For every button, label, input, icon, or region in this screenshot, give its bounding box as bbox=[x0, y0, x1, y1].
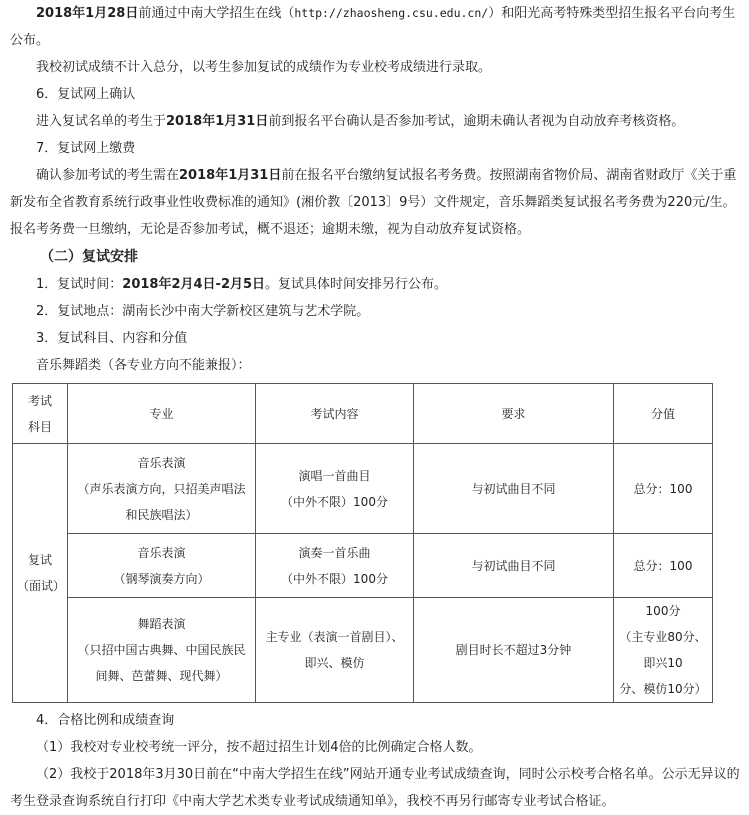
row2-score: 总分：100 bbox=[614, 534, 713, 598]
row3-content bbox=[256, 598, 414, 703]
exam-table bbox=[12, 383, 713, 703]
row2-content-line-1: 演奏一首乐曲 bbox=[298, 545, 371, 560]
step7-pre: 确认参加考试的考生需在 bbox=[36, 168, 180, 183]
row1-major-line-2: （声乐表演方向，只招美声唱法 bbox=[77, 481, 246, 496]
step6-heading: 6．复试网上确认 bbox=[36, 87, 136, 102]
header-subject-line-1: 考试 bbox=[27, 393, 52, 408]
step7-heading: 7．复试网上缴费 bbox=[36, 141, 136, 156]
section2-item3: 3．复试科目、内容和分值 bbox=[36, 331, 188, 346]
section2-item1 bbox=[10, 271, 743, 298]
section2-item1-post: 。复试具体时间安排另行公布。 bbox=[265, 277, 448, 292]
subject-line-2: （面试） bbox=[17, 579, 66, 593]
section2-item1-date: 2018年2月4日-2月5日 bbox=[122, 277, 266, 292]
section4-heading: 4．合格比例和成绩查询 bbox=[36, 713, 175, 728]
row3-content-line-2: 即兴、模仿 bbox=[304, 656, 365, 670]
section2-item1-pre: 1．复试时间： bbox=[36, 277, 123, 292]
header-subject bbox=[13, 384, 68, 444]
row1-major bbox=[68, 444, 256, 534]
row2-major-line-2: （钢琴演奏方向） bbox=[113, 571, 210, 586]
subject-line-1: 复试 bbox=[27, 553, 52, 567]
row2-content bbox=[256, 534, 414, 598]
row3-major bbox=[68, 598, 256, 703]
row3-major-line-2: （只招中国古典舞、中国民族民 bbox=[77, 643, 246, 657]
row2-requirement: 与初试曲目不同 bbox=[414, 534, 614, 598]
row3-score-line-1: 100分 bbox=[645, 604, 681, 618]
step6-paragraph bbox=[10, 108, 743, 135]
row2-content-line-2: （中外不限）100分 bbox=[281, 571, 388, 586]
row3-score-line-3: 分、模仿10分） bbox=[619, 682, 707, 696]
header-major: 专业 bbox=[68, 384, 256, 444]
section4-item1: （1）我校对专业校考统一评分，按不超过招生计划4倍的比例确定合格人数。 bbox=[36, 740, 482, 755]
row2-major bbox=[68, 534, 256, 598]
row3-requirement: 剧目时长不超过3分钟 bbox=[414, 598, 614, 703]
section4-item2: （2）我校于2018年3月30日前在“中南大学招生在线”网站开通专业考试成绩查询，同时公示校考合格名单。公示无异议的考生登录查询系统自行打印《中南大学艺术类专业考试成绩通知单》，我校不再另行邮寄专业考试合格证。 bbox=[10, 767, 740, 809]
step7-paragraph bbox=[10, 162, 743, 243]
row1-content-line-1: 演唱一首曲目 bbox=[298, 468, 371, 483]
section2-title: （二）复试安排 bbox=[40, 249, 138, 265]
intro-paragraph-2: 我校初试成绩不计入总分，以考生参加复试的成绩作为专业校考成绩进行录取。 bbox=[36, 60, 492, 75]
table-row bbox=[13, 598, 713, 703]
intro-text-2: ）和阳光高考特殊类型招生报名平台向考生公布。 bbox=[10, 6, 736, 48]
row3-content-line-1: 主专业（表演一首剧目）、 bbox=[265, 630, 404, 644]
intro-text-1: 前通过中南大学招生在线（ bbox=[138, 6, 295, 21]
row3-major-line-1: 舞蹈表演 bbox=[137, 617, 186, 631]
row1-major-line-3: 和民族唱法） bbox=[125, 507, 198, 522]
intro-date: 2018年1月28日 bbox=[36, 6, 139, 21]
section2-item2: 2．复试地点：湖南长沙中南大学新校区建筑与艺术学院。 bbox=[36, 304, 370, 319]
step6-pre: 进入复试名单的考生于 bbox=[36, 114, 167, 129]
row1-requirement: 与初试曲目不同 bbox=[414, 444, 614, 534]
table-header-row bbox=[13, 384, 713, 444]
header-subject-line-2: 科目 bbox=[27, 419, 52, 434]
header-requirement: 要求 bbox=[414, 384, 614, 444]
step7-date: 2018年1月31日 bbox=[179, 168, 282, 183]
intro-url-link[interactable]: http://zhaosheng.csu.edu.cn/ bbox=[294, 6, 489, 20]
header-score: 分值 bbox=[614, 384, 713, 444]
table-row bbox=[13, 444, 713, 534]
table-row bbox=[13, 534, 713, 598]
intro-paragraph bbox=[10, 0, 743, 54]
row2-major-line-1: 音乐表演 bbox=[137, 545, 186, 560]
row1-score: 总分：100 bbox=[614, 444, 713, 534]
step7-post: 前在报名平台缴纳复试报名考务费。按照湖南省物价局、湖南省财政厅《关于重新发布全省教育系统行政事业性收费标准的通知》(湘价教〔2013〕9号）文件规定，音乐舞蹈类复试报名考务费为220元/生。报名考务费一旦缴纳，无论是否参加考试，概不退还；逾期未缴，视为自动放弃复试资格。 bbox=[10, 168, 737, 237]
step6-date: 2018年1月31日 bbox=[166, 114, 269, 129]
row3-score bbox=[614, 598, 713, 703]
row3-major-line-3: 间舞、芭蕾舞、现代舞） bbox=[95, 669, 228, 683]
header-content: 考试内容 bbox=[256, 384, 414, 444]
section2-category: 音乐舞蹈类（各专业方向不能兼报）： bbox=[36, 358, 251, 373]
row1-content-line-2: （中外不限）100分 bbox=[281, 494, 388, 509]
row1-major-line-1: 音乐表演 bbox=[137, 455, 186, 470]
step6-post: 前到报名平台确认是否参加考试，逾期未确认者视为自动放弃考核资格。 bbox=[268, 114, 685, 129]
row1-content bbox=[256, 444, 414, 534]
subject-cell bbox=[13, 444, 68, 703]
row3-score-line-2: （主专业80分、即兴10 bbox=[619, 630, 707, 670]
